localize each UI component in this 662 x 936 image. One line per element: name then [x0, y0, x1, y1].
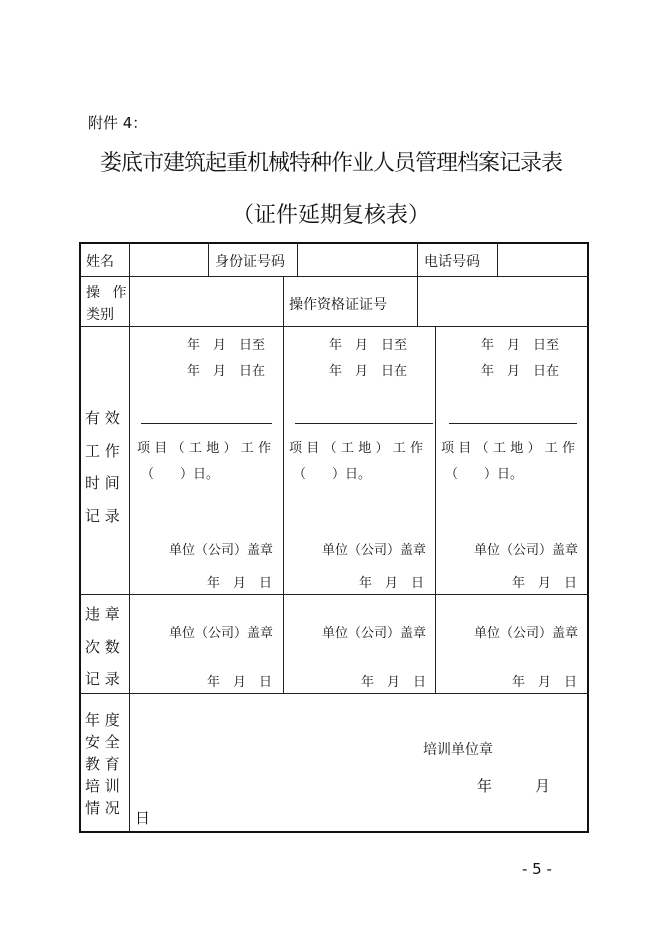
- col-divider: [417, 276, 418, 326]
- training-month-text: 月: [535, 777, 551, 795]
- project-name-blank[interactable]: [295, 423, 433, 424]
- row-divider: [79, 594, 589, 595]
- work-record-label-line: 有 效: [85, 409, 120, 427]
- date-from-text: 年 月 日至: [481, 338, 560, 353]
- project-text: 项目（工地）工作: [441, 441, 580, 456]
- form-border: [79, 242, 589, 833]
- phone-label: 电话号码: [424, 254, 480, 270]
- days-text: （ ）日。: [141, 467, 220, 482]
- record-form: [79, 242, 589, 833]
- phone-field[interactable]: [499, 244, 585, 275]
- training-label-line: 情 况: [85, 799, 120, 817]
- company-stamp-text: 单位（公司）盖章: [322, 626, 427, 641]
- days-text: （ ）日。: [293, 467, 372, 482]
- stamp-date-text: 年 月 日: [361, 675, 427, 690]
- operation-type-label: 操 作: [86, 285, 131, 301]
- operation-type-label-2: 类别: [86, 307, 114, 323]
- col-divider: [129, 326, 130, 833]
- company-stamp-text: 单位（公司）盖章: [474, 543, 579, 558]
- violation-record-label-line: 记 录: [85, 670, 120, 688]
- date-from-text: 年 月 日至: [187, 338, 266, 353]
- violation-record-label: [85, 598, 125, 696]
- stamp-date-text: 年 月 日: [512, 576, 578, 591]
- date-to-text: 年 月 日在: [187, 364, 266, 379]
- stamp-date-text: 年 月 日: [207, 675, 273, 690]
- work-record-label-line: 工 作: [85, 441, 120, 460]
- stamp-date-text: 年 月 日: [359, 576, 425, 591]
- page-number: - 5 -: [522, 860, 552, 878]
- col-divider: [283, 326, 284, 693]
- stamp-date-text: 年 月 日: [207, 576, 273, 591]
- id-number-label: 身份证号码: [215, 254, 285, 270]
- operation-type-field[interactable]: [131, 278, 281, 325]
- days-text: （ ）日。: [445, 467, 524, 482]
- col-divider: [283, 276, 284, 326]
- col-divider: [208, 242, 209, 276]
- work-record-label: [85, 402, 125, 532]
- company-stamp-text: 单位（公司）盖章: [169, 543, 274, 558]
- col-divider: [435, 326, 436, 693]
- company-stamp-text: 单位（公司）盖章: [322, 543, 427, 558]
- name-label: 姓名: [86, 254, 114, 270]
- violation-record-label-line: 违 章: [85, 605, 120, 623]
- certificate-number-label: 操作资格证证号: [289, 297, 387, 313]
- training-label-line: 安 全: [85, 733, 120, 751]
- page-title: 娄底市建筑起重机械特种作业人员管理档案记录表: [99, 151, 562, 176]
- row-divider: [79, 276, 589, 277]
- training-label-line: 年 度: [85, 711, 120, 729]
- training-label: [85, 709, 125, 819]
- training-label-line: 教 育: [85, 755, 120, 773]
- project-text: 项目（工地）工作: [289, 441, 428, 456]
- col-divider: [497, 242, 498, 276]
- project-name-blank[interactable]: [449, 423, 577, 424]
- row-divider: [79, 693, 589, 694]
- name-field[interactable]: [131, 244, 207, 275]
- certificate-number-field[interactable]: [419, 278, 585, 325]
- date-to-text: 年 月 日在: [481, 364, 560, 379]
- company-stamp-text: 单位（公司）盖章: [474, 626, 579, 641]
- work-record-label-line: 记 录: [85, 506, 120, 525]
- date-from-text: 年 月 日至: [329, 338, 408, 353]
- violation-record-label-line: 次 数: [85, 637, 120, 656]
- work-record-label-line: 时 间: [85, 474, 120, 492]
- id-number-field[interactable]: [299, 244, 416, 275]
- annex-label: 附件 4：: [88, 114, 148, 132]
- col-divider: [297, 242, 298, 276]
- training-label-line: 培 训: [85, 777, 120, 795]
- training-year-text: 年: [477, 777, 493, 795]
- col-divider: [129, 242, 130, 276]
- col-divider: [417, 242, 418, 276]
- training-stamp-text: 培训单位章: [423, 742, 493, 758]
- training-day-text: 日: [135, 809, 151, 827]
- company-stamp-text: 单位（公司）盖章: [169, 626, 274, 641]
- date-to-text: 年 月 日在: [329, 364, 408, 379]
- page-subtitle: （证件延期复核表）: [231, 203, 430, 228]
- row-divider: [79, 326, 589, 327]
- project-name-blank[interactable]: [141, 423, 272, 424]
- stamp-date-text: 年 月 日: [512, 675, 578, 690]
- project-text: 项目（工地）工作: [137, 441, 276, 456]
